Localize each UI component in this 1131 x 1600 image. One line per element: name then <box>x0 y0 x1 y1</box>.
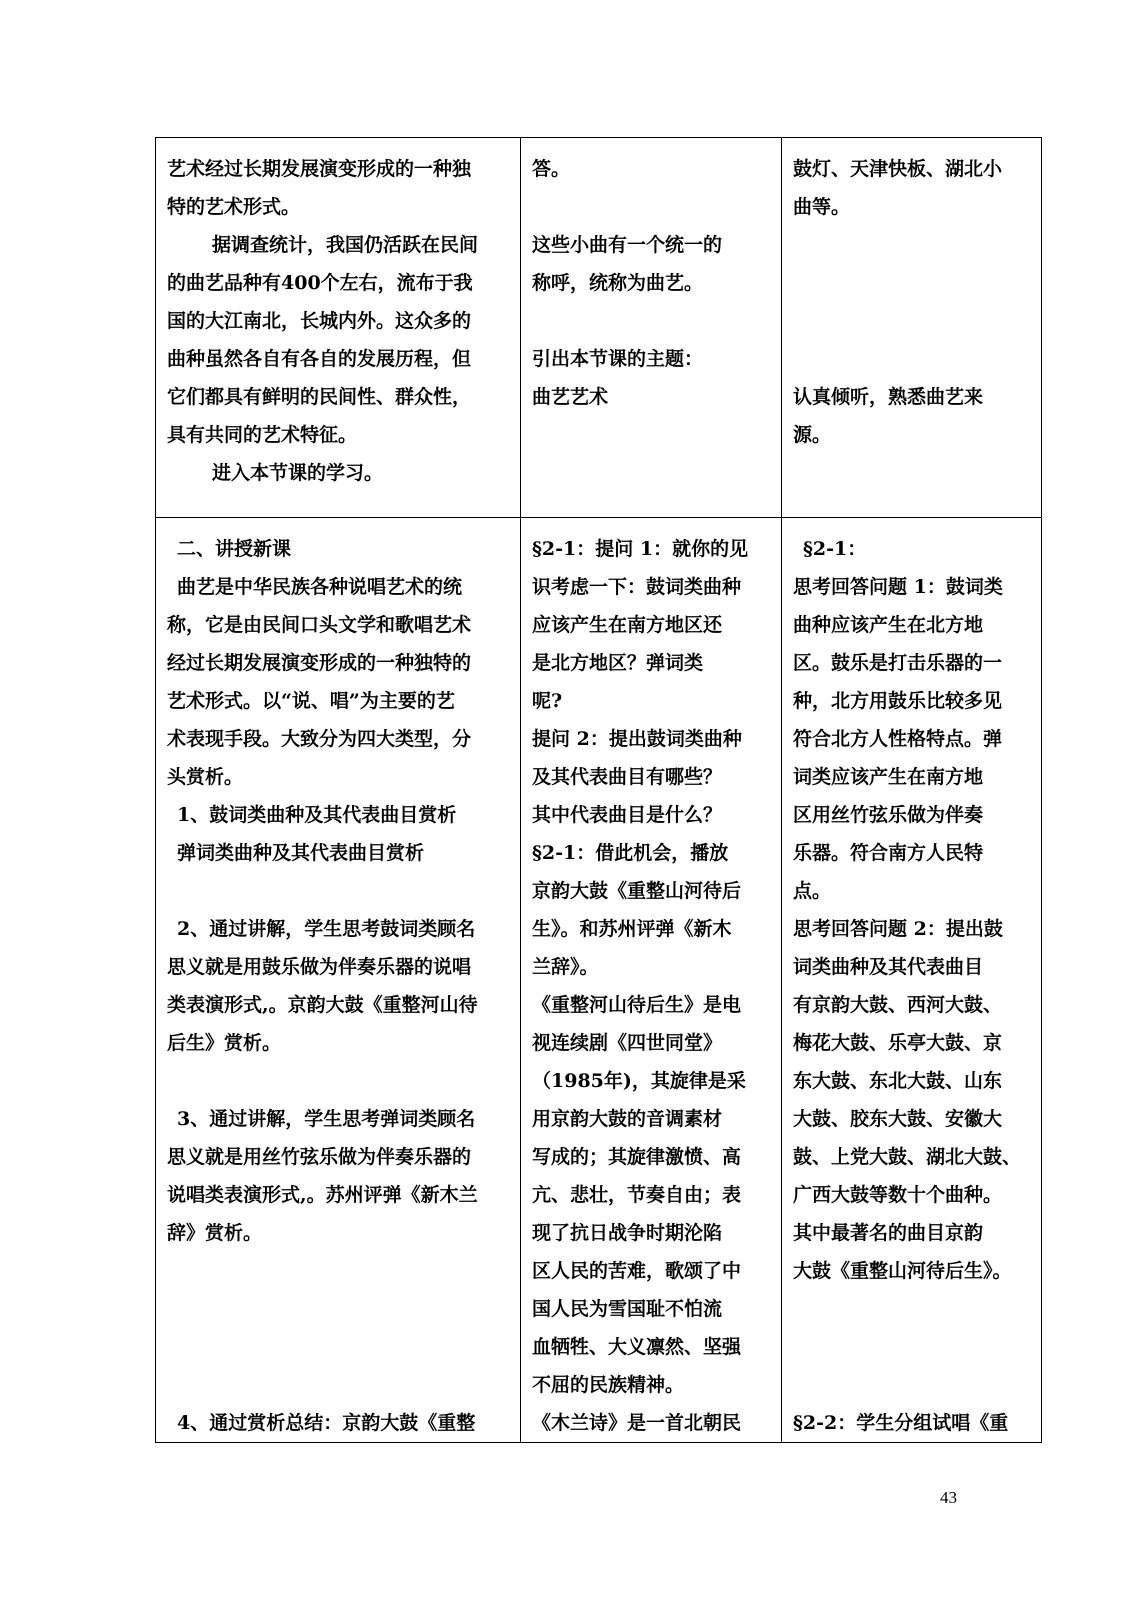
text-line: 国的大江南北，长城内外。这众多的 <box>167 310 472 332</box>
text-line: 思考回答问题 2：提出鼓 <box>793 918 1003 940</box>
text-line: 呢? <box>532 690 563 712</box>
text-line: 符合北方人性格特点。弹 <box>793 728 1003 750</box>
text-line: 答。 <box>532 158 571 180</box>
table-row <box>156 138 1042 518</box>
text-line: 大鼓《重整山河待后生》。 <box>793 1260 1012 1282</box>
blank-line <box>167 1328 511 1366</box>
blank-line <box>793 302 1032 340</box>
text-line: 4、通过赏析总结：京韵大鼓《重整 <box>177 1412 476 1434</box>
text-line: 词类曲种及其代表曲目 <box>793 956 984 978</box>
text-line: 用京韵大鼓的音调素材 <box>532 1108 723 1130</box>
design-intent-cell <box>521 138 782 518</box>
text-line: 其中最著名的曲目京韵 <box>793 1222 984 1244</box>
text-line: 认真倾听，熟悉曲艺来 <box>793 386 984 408</box>
page-number: 43 <box>940 1488 957 1507</box>
text-line: 兰辞》。 <box>532 956 599 978</box>
blank-line <box>793 226 1032 264</box>
blank-line <box>167 1252 511 1290</box>
text-line: 类表演形式,。京韵大鼓《重整河山待 <box>167 994 478 1016</box>
text-line: 1、鼓词类曲种及其代表曲目赏析 <box>177 804 457 826</box>
text-line: 识考虑一下：鼓词类曲种 <box>532 576 742 598</box>
text-line: 区用丝竹弦乐做为伴奏 <box>793 804 984 826</box>
text-line: 经过长期发展演变形成的一种独特的 <box>167 652 472 674</box>
text-line: 提问 2：提出鼓词类曲种 <box>532 728 742 750</box>
table-row <box>156 518 1042 1443</box>
text-line: 称，它是由民间口头文学和歌唱艺术 <box>167 614 472 636</box>
text-line: 艺术形式。以“说、唱”为主要的艺 <box>167 690 455 712</box>
text-line: §2-2：学生分组试唱《重 <box>793 1412 1009 1434</box>
text-line: 鼓、上党大鼓、湖北大鼓、 <box>793 1146 1022 1168</box>
text-line: 说唱类表演形式,。苏州评弹《新木兰 <box>167 1184 478 1206</box>
text-line: 是北方地区？弹词类 <box>532 652 704 674</box>
text-line: 国人民为雪国耻不怕流 <box>532 1298 723 1320</box>
text-line: 词类应该产生在南方地 <box>793 766 984 788</box>
text-line: 思义就是用丝竹弦乐做为伴奏乐器的 <box>167 1146 472 1168</box>
blank-line <box>167 1062 511 1100</box>
text-line: 广西大鼓等数十个曲种。 <box>793 1184 1003 1206</box>
text-line: 具有共同的艺术特征。 <box>167 424 358 446</box>
text-line: 后生》赏析。 <box>167 1032 282 1054</box>
text-line: 《重整河山待后生》是电 <box>532 994 742 1016</box>
text-line: 鼓灯、天津快板、湖北小 <box>793 158 1003 180</box>
blank-line <box>793 1290 1032 1328</box>
text-line: 辞》赏析。 <box>167 1222 263 1244</box>
text-line: 思考回答问题 1：鼓词类 <box>793 576 1003 598</box>
text-line: 区人民的苦难，歌颂了中 <box>532 1260 742 1282</box>
text-line: 弹词类曲种及其代表曲目赏析 <box>177 842 425 864</box>
text-line: 头赏析。 <box>167 766 244 788</box>
text-line: 称呼，统称为曲艺。 <box>532 272 704 294</box>
text-line: 梅花大鼓、乐亭大鼓、京 <box>793 1032 1003 1054</box>
text-line: 据调查统计，我国仍活跃在民间 <box>212 234 479 256</box>
text-line: 乐器。符合南方人民特 <box>793 842 984 864</box>
text-line: 曲艺艺术 <box>532 386 609 408</box>
design-intent-cell <box>521 518 782 1443</box>
text-line: 大鼓、胶东大鼓、安徽大 <box>793 1108 1003 1130</box>
text-line: 曲种应该产生在北方地 <box>793 614 984 636</box>
blank-line <box>532 302 772 340</box>
text-line: 特的艺术形式。 <box>167 196 301 218</box>
text-line: 视连续剧《四世同堂》 <box>532 1032 723 1054</box>
text-line: （1985年)，其旋律是采 <box>532 1070 746 1092</box>
text-line: 其中代表曲目是什么？ <box>532 804 723 826</box>
blank-line <box>793 1366 1032 1404</box>
text-line: 亢、悲壮，节奏自由；表 <box>532 1184 742 1206</box>
text-line: 源。 <box>793 424 832 446</box>
text-line: 进入本节课的学习。 <box>212 462 384 484</box>
student-activity-cell <box>782 138 1042 518</box>
text-line: 曲等。 <box>793 196 851 218</box>
text-line: 它们都具有鲜明的民间性、群众性， <box>167 386 472 408</box>
text-line: 有京韵大鼓、西河大鼓、 <box>793 994 1003 1016</box>
blank-line <box>532 188 772 226</box>
text-line: 生》。和苏州评弹《新木 <box>532 918 732 940</box>
text-line: 及其代表曲目有哪些？ <box>532 766 723 788</box>
text-line: §2-1：借此机会，播放 <box>532 842 729 864</box>
text-line: 种，北方用鼓乐比较多见 <box>793 690 1003 712</box>
text-line: 《木兰诗》是一首北朝民 <box>532 1412 742 1434</box>
student-activity-cell <box>782 518 1042 1443</box>
text-line: 写成的；其旋律激愤、高 <box>532 1146 742 1168</box>
blank-line <box>167 872 511 910</box>
text-line: §2-1： <box>803 538 867 560</box>
blank-line <box>793 264 1032 302</box>
section-heading: 二、讲授新课 <box>177 538 292 560</box>
blank-line <box>793 340 1032 378</box>
text-line: 的曲艺品种有400个左右，流布于我 <box>167 272 473 294</box>
text-line: 这些小曲有一个统一的 <box>532 234 723 256</box>
text-line: 东大鼓、东北大鼓、山东 <box>793 1070 1003 1092</box>
text-line: 2、通过讲解，学生思考鼓词类顾名 <box>177 918 476 940</box>
text-line: §2-1：提问 1：就你的见 <box>532 538 749 560</box>
lesson-plan-table <box>155 137 1042 1443</box>
text-line: 思义就是用鼓乐做为伴奏乐器的说唱 <box>167 956 472 978</box>
text-line: 曲种虽然各自有各自的发展历程，但 <box>167 348 472 370</box>
text-line: 3、通过讲解，学生思考弹词类顾名 <box>177 1108 476 1130</box>
text-line: 术表现手段。大致分为四大类型，分 <box>167 728 472 750</box>
blank-line <box>167 1366 511 1404</box>
text-line: 区。鼓乐是打击乐器的一 <box>793 652 1003 674</box>
text-line: 京韵大鼓《重整山河待后 <box>532 880 742 902</box>
text-line: 引出本节课的主题： <box>532 348 704 370</box>
text-line: 应该产生在南方地区还 <box>532 614 723 636</box>
text-line: 血牺牲、大义凛然、坚强 <box>532 1336 742 1358</box>
blank-line <box>793 1328 1032 1366</box>
teacher-activity-cell <box>156 518 521 1443</box>
text-line: 不屈的民族精神。 <box>532 1374 685 1396</box>
text-line: 现了抗日战争时期沦陷 <box>532 1222 723 1244</box>
text-line: 曲艺是中华民族各种说唱艺术的统 <box>177 576 463 598</box>
blank-line <box>167 1290 511 1328</box>
teacher-activity-cell <box>156 138 521 518</box>
text-line: 艺术经过长期发展演变形成的一种独 <box>167 158 472 180</box>
text-line: 点。 <box>793 880 832 902</box>
